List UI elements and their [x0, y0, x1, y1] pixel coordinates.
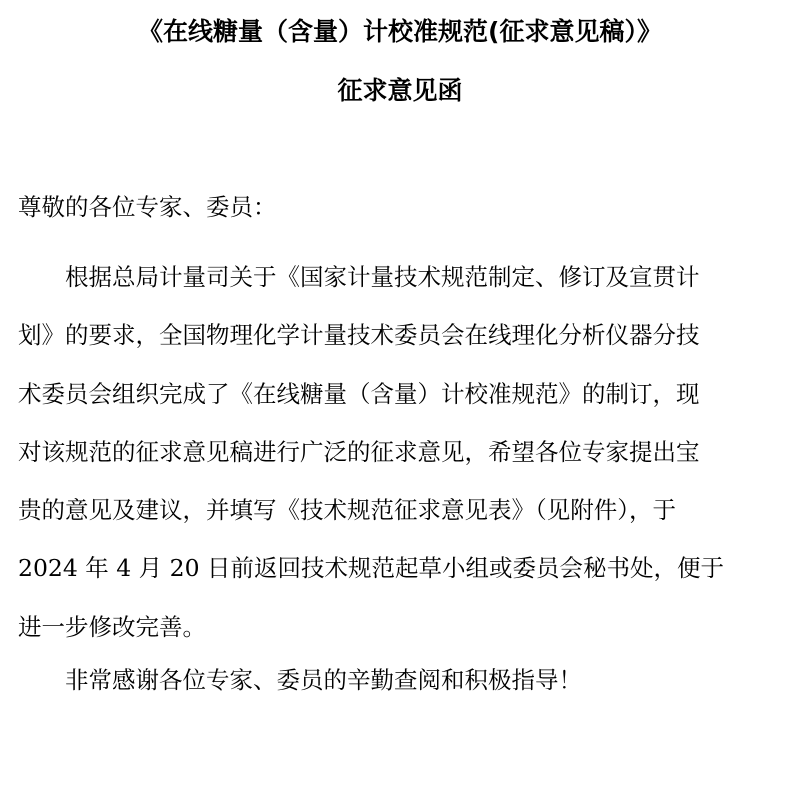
main-paragraph	[18, 248, 794, 656]
paragraph-line: 划》的要求，全国物理化学计量技术委员会在线理化分析仪器分技	[18, 321, 700, 350]
paragraph-line: 2024 年 4 月 20 日前返回技术规范起草小组或委员会秘书处，便于	[18, 554, 725, 583]
salutation: 尊敬的各位专家、委员：	[18, 193, 277, 221]
paragraph-line: 对该规范的征求意见稿进行广泛的征求意见，希望各位专家提出宝	[18, 437, 700, 466]
document-title: 《在线糖量（含量）计校准规范(征求意见稿）》	[138, 17, 662, 46]
paragraph-line: 根据总局计量司关于《国家计量技术规范制定、修订及宣贯计	[65, 263, 700, 291]
paragraph-line: 术委员会组织完成了《在线糖量（含量）计校准规范》的制订，现	[18, 379, 700, 408]
document-subtitle: 征求意见函	[337, 76, 463, 105]
paragraph-line: 进一步修改完善。	[18, 612, 206, 641]
paragraph-line: 贵的意见及建议，并填写《技术规范征求意见表》（见附件），于	[18, 496, 676, 525]
closing-paragraph: 非常感谢各位专家、委员的辛勤查阅和积极指导！	[65, 666, 582, 694]
